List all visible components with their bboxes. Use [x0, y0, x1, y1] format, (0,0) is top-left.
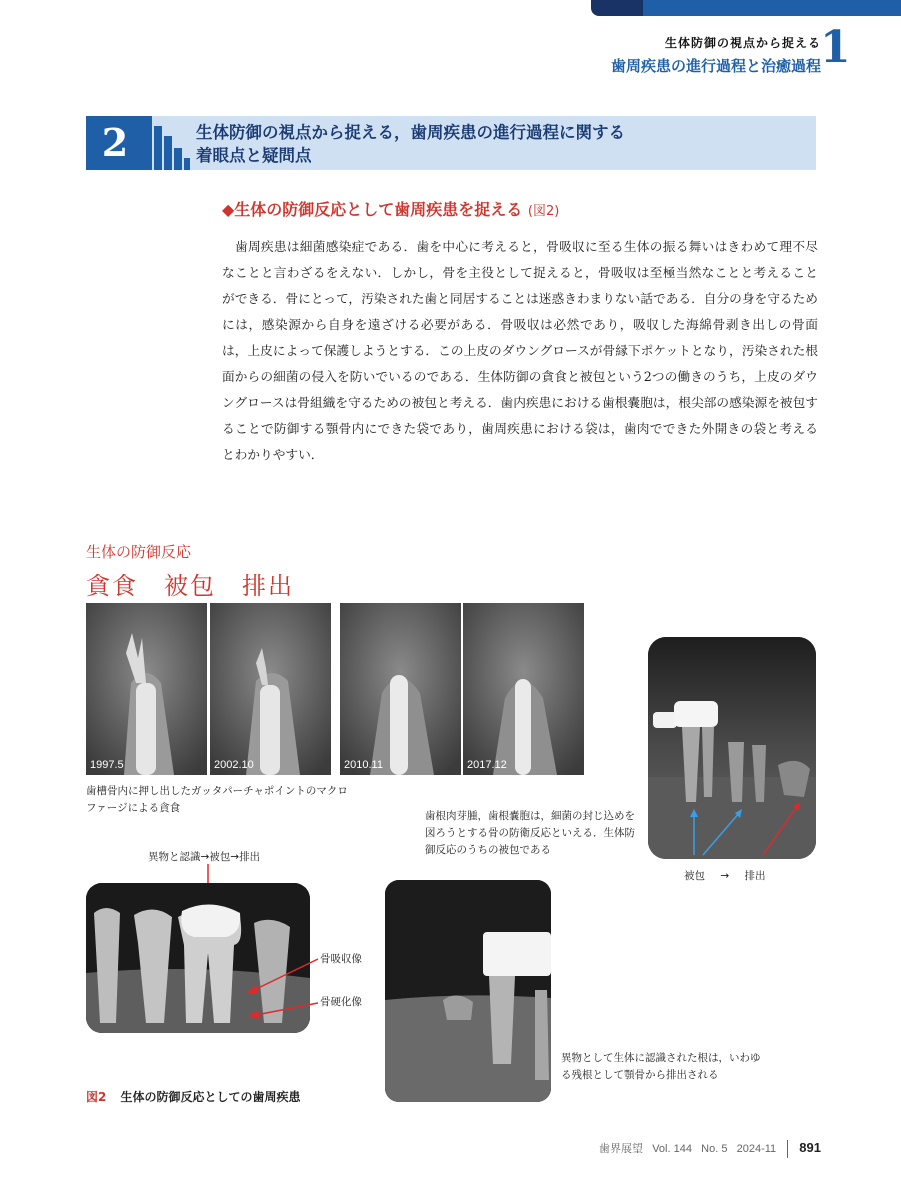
subheading — [222, 197, 559, 220]
anno-arrow: → — [720, 870, 730, 882]
xray-graphic — [463, 603, 584, 775]
xray-date: 2010.11 — [344, 759, 383, 771]
footer-journal: 歯界展望 — [599, 1143, 644, 1155]
xray-image-2010 — [340, 603, 461, 775]
anno-discharge: 排出 — [744, 870, 766, 882]
anno-sclerosis: 骨硬化像 — [320, 996, 362, 1008]
xray-date: 2017.12 — [467, 759, 507, 771]
figure-caption — [86, 1088, 301, 1105]
figure-number: 図2 — [86, 1090, 107, 1104]
footer-date: 2024-11 — [736, 1143, 777, 1155]
annotation-arrows — [242, 955, 322, 1025]
xray-date: 2002.10 — [214, 759, 254, 771]
section-title — [196, 121, 625, 167]
page-number: 891 — [799, 1140, 821, 1155]
top-bar-blue — [643, 0, 901, 16]
section-step-decoration — [144, 116, 190, 170]
section-title-line2: 着眼点と疑問点 — [196, 146, 312, 165]
running-header — [611, 34, 821, 76]
xray-graphic — [385, 880, 551, 1102]
section-title-line1: 生体防御の視点から捉える，歯周疾患の進行過程に関する — [196, 123, 625, 142]
xray-graphic — [340, 603, 461, 775]
xray-graphic — [210, 603, 331, 775]
figure-label-large: 貪食 被包 排出 — [86, 572, 294, 600]
body-paragraph: 歯周疾患は細菌感染症である．歯を中心に考えると，骨吸収に至る生体の振る舞いはきわめて理不尽なことと言わざるをえない．しかし，骨を主役として捉えると，骨吸収は至極当然なことと考えることができる．骨にとって，汚染された歯と同居することは迷惑きわまりない話である．自分の身を守るためには，感染源から自身を遠ざける必要がある．骨吸収は必然であり，吸収した海綿骨剥き出しの骨面は，上皮によって保護しようとする．この上皮のダウングロースが骨縁下ポケットとなり，汚染された根面からの細菌の侵入を防いでいるのである．生体防御の貪食と被包という2つの働きのうち，上皮のダウングロースは骨組織を守るための被包と考える．歯内疾患における歯根嚢胞は，根尖部の感染源を被包することで防御する顎骨内にできた袋であり，歯周疾患における袋は，歯肉でできた外開きの袋と考えるとわかりやすい． — [222, 239, 818, 462]
top-bar-dark — [591, 0, 651, 16]
subheading-text: ◆生体の防御反応として歯周疾患を捉える — [222, 200, 523, 219]
anno-encapsulation-group — [684, 868, 766, 883]
figure-title: 生体の防御反応としての歯周疾患 — [120, 1090, 301, 1104]
xray-image-2002 — [210, 603, 331, 775]
header-subtitle: 生体防御の視点から捉える — [664, 36, 821, 50]
xray-image-residual-root — [385, 880, 551, 1102]
caption-residual-root: 異物として生体に認識された根は，いわゆる残根として顎骨から排出される — [561, 1052, 761, 1081]
xray-graphic — [86, 603, 207, 775]
footer-volume: Vol. 144 — [652, 1143, 692, 1155]
footer — [599, 1140, 821, 1158]
footer-separator — [787, 1140, 788, 1158]
caption-encapsulation: 歯根肉芽腫，歯根嚢胞は，細菌の封じ込めを図ろうとする骨の防衛反応といえる．生体防御反応のうちの被包である — [425, 810, 635, 856]
section-number: 2 — [86, 116, 144, 170]
xray-graphic — [648, 637, 816, 859]
xray-date: 1997.5 — [90, 759, 124, 771]
xray-image-1997 — [86, 603, 207, 775]
anno-encapsulate: 被包 — [684, 870, 705, 882]
xray-image-encapsulation — [648, 637, 816, 859]
anno-resorption: 骨吸収像 — [320, 953, 362, 965]
figure-label-small: 生体の防御反応 — [86, 543, 192, 561]
footer-issue: No. 5 — [701, 1143, 728, 1155]
subheading-figure-ref: (図2) — [527, 204, 560, 219]
caption-phagocytosis: 歯槽骨内に押し出したガッタパーチャポイントのマクロファージによる貪食 — [86, 785, 348, 814]
xray-image-2017 — [463, 603, 584, 775]
header-title: 歯周疾患の進行過程と治癒過程 — [610, 57, 821, 75]
chapter-number: 1 — [820, 22, 851, 73]
anno-sequence: 異物と認識→被包→排出 — [148, 851, 261, 863]
